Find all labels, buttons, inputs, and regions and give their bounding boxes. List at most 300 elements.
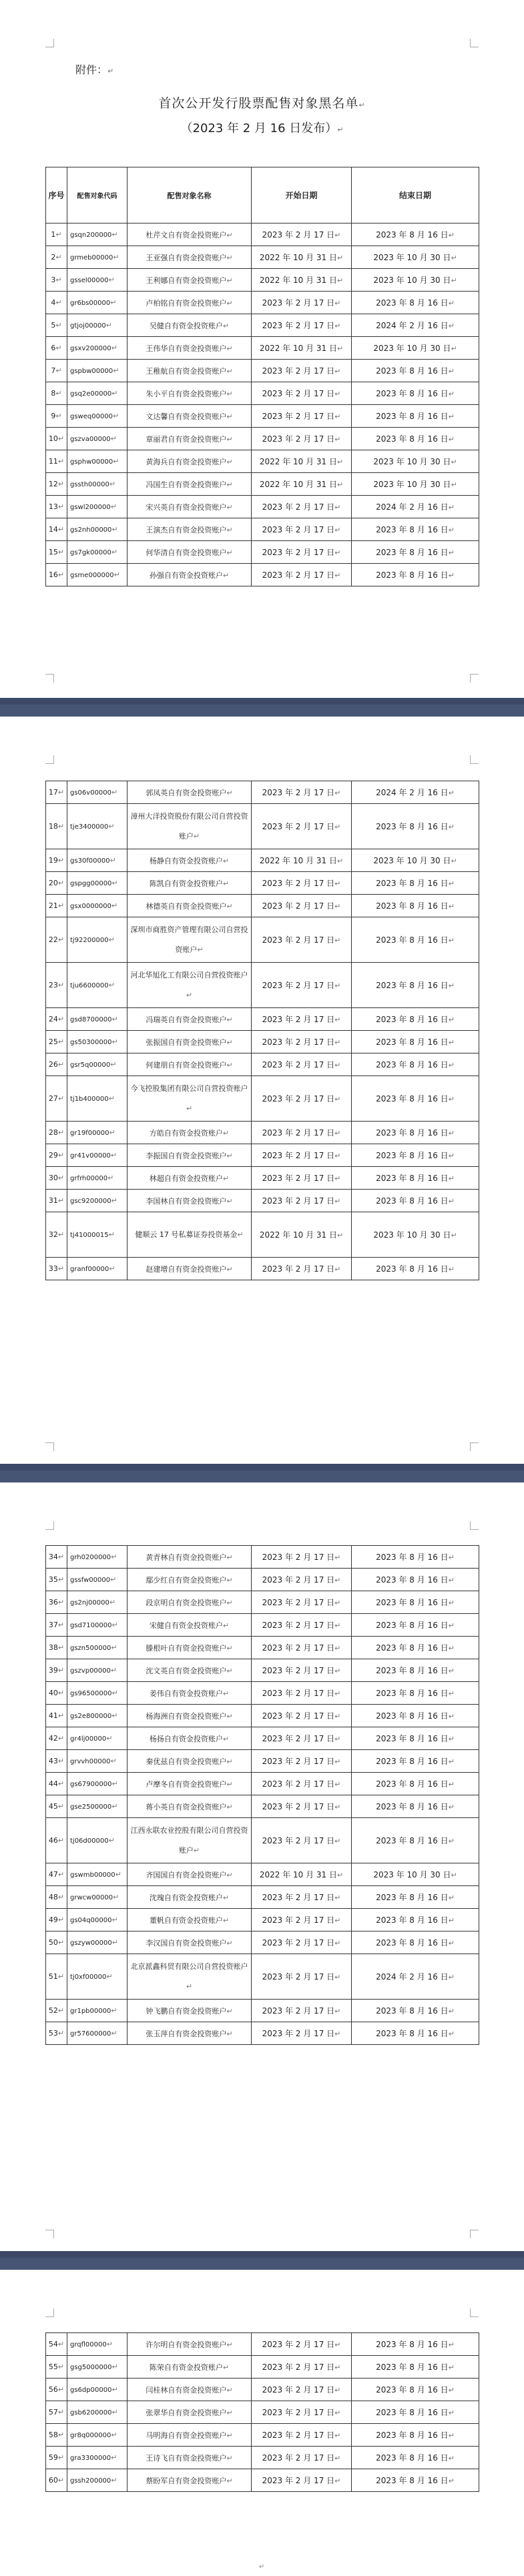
row-number: 5↵ [46,314,67,337]
row-end-date: 2023 年 8 月 16 日↵ [352,1144,479,1167]
row-code: gsx0000000↵ [67,895,127,917]
table-row [46,405,479,428]
document-title: 首次公开发行股票配售对象黑名单↵ [158,96,366,111]
row-code: gr8q000000↵ [67,2424,127,2447]
crop-mark [470,2308,479,2317]
page-mark: ↵ [259,2563,265,2571]
row-number: 59↵ [46,2447,67,2469]
row-number: 16↵ [46,564,67,586]
row-code: gspgg00000↵ [67,872,127,895]
row-end-date: 2023 年 8 月 16 日↵ [352,2022,479,2045]
row-end-date: 2023 年 8 月 16 日↵ [352,917,479,963]
row-start-date: 2023 年 2 月 17 日↵ [252,781,352,804]
row-name: 方皓自有资金投资账户↵ [127,1122,252,1144]
row-end-date: 2023 年 8 月 16 日↵ [352,1190,479,1212]
row-code: grwcw00000↵ [67,1886,127,1909]
row-number: 45↵ [46,1795,67,1818]
row-number: 52↵ [46,2000,67,2022]
row-number: 28↵ [46,1122,67,1144]
row-code: gsphw00000↵ [67,450,127,473]
blacklist-table [45,781,479,1280]
row-start-date: 2023 年 2 月 17 日↵ [252,872,352,895]
crop-mark [470,2230,479,2238]
table-row [46,849,479,872]
row-code: gsb6200000↵ [67,2401,127,2424]
table-row [46,314,479,337]
blacklist-table [45,1545,479,2045]
row-end-date: 2023 年 10 月 30 日↵ [352,246,479,269]
table-row [46,1637,479,1659]
row-name: 沈瑰自有资金投资账户↵ [127,1886,252,1909]
row-start-date: 2022 年 10 月 31 日↵ [252,269,352,292]
row-name: 林超自有资金投资账户↵ [127,1167,252,1190]
row-number: 35↵ [46,1569,67,1591]
row-end-date: 2023 年 8 月 16 日↵ [352,1659,479,1682]
row-code: gs2e800000↵ [67,1705,127,1727]
row-end-date: 2023 年 8 月 16 日↵ [352,1167,479,1190]
row-start-date: 2023 年 2 月 17 日↵ [252,1144,352,1167]
table-row [46,1773,479,1795]
row-number: 58↵ [46,2424,67,2447]
row-name: 冯国生自有资金投资账户↵ [127,473,252,496]
row-end-date: 2023 年 8 月 16 日↵ [352,1258,479,1280]
row-end-date: 2023 年 8 月 16 日↵ [352,1591,479,1614]
table-row [46,1818,479,1863]
row-end-date: 2023 年 8 月 16 日↵ [352,1727,479,1750]
row-name: 何建朋自有资金投资账户↵ [127,1053,252,1076]
row-number: 60↵ [46,2469,67,2492]
row-name: 王亚强自有资金投资账户↵ [127,246,252,269]
row-name: 鄢少红自有资金投资账户↵ [127,1569,252,1591]
row-start-date: 2022 年 10 月 31 日↵ [252,246,352,269]
row-number: 9↵ [46,405,67,428]
row-end-date: 2023 年 8 月 16 日↵ [352,1750,479,1773]
row-start-date: 2023 年 2 月 17 日↵ [252,1053,352,1076]
row-code: gra3300000↵ [67,2447,127,2469]
row-code: gsq2e00000↵ [67,382,127,405]
row-number: 14↵ [46,518,67,541]
row-name: 蔡盼军自有资金投资账户↵ [127,2469,252,2492]
table-row [46,872,479,895]
row-end-date: 2023 年 8 月 16 日↵ [352,895,479,917]
table-row [46,1546,479,1569]
row-end-date: 2024 年 2 月 16 日↵ [352,314,479,337]
header-start: 开始日期 [252,167,352,224]
row-end-date: 2023 年 8 月 16 日↵ [352,1008,479,1031]
row-code: gssh200000↵ [67,2469,127,2492]
header-no: 序号 [46,167,67,224]
row-end-date: 2023 年 8 月 16 日↵ [352,963,479,1008]
crop-mark [45,755,54,764]
header-code: 配售对象代码 [67,167,127,224]
row-end-date: 2023 年 8 月 16 日↵ [352,2379,479,2401]
row-number: 54↵ [46,2333,67,2356]
row-start-date: 2023 年 2 月 17 日↵ [252,1727,352,1750]
header-name: 配售对象名称 [127,167,252,224]
row-code: tje3400000↵ [67,804,127,849]
table-row [46,2000,479,2022]
row-code: tj41000015↵ [67,1212,127,1258]
row-start-date: 2023 年 2 月 17 日↵ [252,917,352,963]
row-name: 黄青林自有资金投资账户↵ [127,1546,252,1569]
row-start-date: 2023 年 2 月 17 日↵ [252,292,352,314]
row-end-date: 2023 年 8 月 16 日↵ [352,1569,479,1591]
row-end-date: 2023 年 8 月 16 日↵ [352,1546,479,1569]
table-row [46,246,479,269]
table-row [46,382,479,405]
page-separator [0,2251,524,2270]
row-code: gsxv200000↵ [67,337,127,360]
row-start-date: 2023 年 2 月 17 日↵ [252,1008,352,1031]
row-code: gszyw00000↵ [67,1931,127,1954]
table-row [46,804,479,849]
row-start-date: 2023 年 2 月 17 日↵ [252,2401,352,2424]
row-end-date: 2023 年 8 月 16 日↵ [352,804,479,849]
row-name: 深圳市商胜资产管理有限公司自营投资账户↵ [127,917,252,963]
crop-mark [470,39,479,47]
row-start-date: 2023 年 2 月 17 日↵ [252,1637,352,1659]
row-number: 7↵ [46,360,67,382]
row-code: tj06d00000↵ [67,1818,127,1863]
table-row [46,1008,479,1031]
row-start-date: 2023 年 2 月 17 日↵ [252,1122,352,1144]
row-end-date: 2024 年 2 月 16 日↵ [352,1954,479,2000]
row-number: 39↵ [46,1659,67,1682]
table-row [46,2447,479,2469]
row-start-date: 2023 年 2 月 17 日↵ [252,2469,352,2492]
table-row [46,1591,479,1614]
document-subtitle: （2023 年 2 月 16 日发布）↵ [180,121,344,135]
row-number: 21↵ [46,895,67,917]
page-3 [0,1482,524,2251]
page-4 [0,2270,524,2576]
table-row [46,2356,479,2379]
row-number: 56↵ [46,2379,67,2401]
row-start-date: 2023 年 2 月 17 日↵ [252,1546,352,1569]
row-name: 蒋小英自有资金投资账户↵ [127,1795,252,1818]
row-name: 吴健自有资金投资账户↵ [127,314,252,337]
row-end-date: 2023 年 8 月 16 日↵ [352,428,479,450]
row-number: 22↵ [46,917,67,963]
row-name: 钟飞鹏自有资金投资账户↵ [127,2000,252,2022]
row-name: 王演杰自有资金投资账户↵ [127,518,252,541]
row-number: 46↵ [46,1818,67,1863]
row-name: 董帆自有资金投资账户↵ [127,1909,252,1931]
row-start-date: 2022 年 10 月 31 日↵ [252,473,352,496]
row-name: 陈荣自有资金投资账户↵ [127,2356,252,2379]
row-code: gssfw00000↵ [67,1569,127,1591]
row-number: 43↵ [46,1750,67,1773]
row-name: 齐国国自有资金投资账户↵ [127,1863,252,1886]
row-code: gr6bs00000↵ [67,292,127,314]
row-name: 李国林自有资金投资账户↵ [127,1190,252,1212]
row-start-date: 2023 年 2 月 17 日↵ [252,518,352,541]
table-row [46,1053,479,1076]
table-row [46,473,479,496]
row-start-date: 2022 年 10 月 31 日↵ [252,450,352,473]
row-number: 47↵ [46,1863,67,1886]
row-end-date: 2023 年 8 月 16 日↵ [352,224,479,246]
row-end-date: 2023 年 8 月 16 日↵ [352,872,479,895]
row-number: 50↵ [46,1931,67,1954]
row-end-date: 2024 年 2 月 16 日↵ [352,496,479,518]
table-row [46,1144,479,1167]
table-row [46,450,479,473]
row-name: 江西永联农业控股有限公司自营投资账户↵ [127,1818,252,1863]
crop-mark [45,674,54,683]
row-code: tj0xf00000↵ [67,1954,127,2000]
table-row [46,1750,479,1773]
row-start-date: 2023 年 2 月 17 日↵ [252,1682,352,1705]
row-number: 8↵ [46,382,67,405]
row-name: 陈凯自有资金投资账户↵ [127,872,252,895]
row-name: 段京明自有资金投资账户↵ [127,1591,252,1614]
row-code: gspbw00000↵ [67,360,127,382]
row-code: gswl200000↵ [67,496,127,518]
page-1 [0,0,524,698]
table-row [46,1031,479,1053]
row-name: 王伟华自有资金投资账户↵ [127,337,252,360]
row-start-date: 2023 年 2 月 17 日↵ [252,2000,352,2022]
table-row [46,2333,479,2356]
row-end-date: 2024 年 2 月 16 日↵ [352,781,479,804]
row-code: gr41v00000↵ [67,1144,127,1167]
table-row [46,541,479,564]
row-end-date: 2023 年 8 月 16 日↵ [352,1682,479,1705]
row-name: 张振国自有资金投资账户↵ [127,1031,252,1053]
row-end-date: 2023 年 8 月 16 日↵ [352,564,479,586]
row-number: 2↵ [46,246,67,269]
row-end-date: 2023 年 8 月 16 日↵ [352,1795,479,1818]
row-number: 32↵ [46,1212,67,1258]
table-row [46,269,479,292]
table-row [46,2379,479,2401]
table-row [46,1705,479,1727]
row-name: 林德英自有资金投资账户↵ [127,895,252,917]
row-start-date: 2023 年 2 月 17 日↵ [252,1076,352,1122]
row-name: 健顺云 17 号私募证券投资基金↵ [127,1212,252,1258]
row-number: 33↵ [46,1258,67,1280]
crop-mark [45,39,54,47]
row-number: 17↵ [46,781,67,804]
row-name: 李汉国自有资金投资账户↵ [127,1931,252,1954]
row-start-date: 2023 年 2 月 17 日↵ [252,1190,352,1212]
row-start-date: 2023 年 2 月 17 日↵ [252,1818,352,1863]
row-number: 1↵ [46,224,67,246]
row-code: grqfl00000↵ [67,2333,127,2356]
row-start-date: 2023 年 2 月 17 日↵ [252,1167,352,1190]
row-start-date: 2023 年 2 月 17 日↵ [252,496,352,518]
row-end-date: 2023 年 10 月 30 日↵ [352,1863,479,1886]
row-number: 12↵ [46,473,67,496]
row-number: 18↵ [46,804,67,849]
table-row [46,337,479,360]
row-number: 55↵ [46,2356,67,2379]
table-row [46,781,479,804]
row-name: 朱小平自有资金投资账户↵ [127,382,252,405]
row-name: 宋兴英自有资金投资账户↵ [127,496,252,518]
row-number: 37↵ [46,1614,67,1637]
row-name: 文达馨自有资金投资账户↵ [127,405,252,428]
table-row [46,963,479,1008]
row-name: 冯瑞英自有资金投资账户↵ [127,1008,252,1031]
row-start-date: 2023 年 2 月 17 日↵ [252,804,352,849]
table-row [46,1258,479,1280]
row-end-date: 2023 年 8 月 16 日↵ [352,1614,479,1637]
row-start-date: 2023 年 2 月 17 日↵ [252,1705,352,1727]
row-name: 王稚航自有资金投资账户↵ [127,360,252,382]
row-name: 马明海自有资金投资账户↵ [127,2424,252,2447]
row-number: 36↵ [46,1591,67,1614]
row-number: 6↵ [46,337,67,360]
row-number: 19↵ [46,849,67,872]
row-code: grfrh00000↵ [67,1167,127,1190]
row-start-date: 2023 年 2 月 17 日↵ [252,1750,352,1773]
row-end-date: 2023 年 10 月 30 日↵ [352,1212,479,1258]
row-name: 今飞控股集团有限公司自营投资账户↵ [127,1076,252,1122]
row-start-date: 2023 年 2 月 17 日↵ [252,1773,352,1795]
row-code: gs6dp00000↵ [67,2379,127,2401]
row-name: 滕根叶自有资金投资账户↵ [127,1637,252,1659]
blacklist-table [45,167,479,586]
row-code: gszn500000↵ [67,1637,127,1659]
row-number: 13↵ [46,496,67,518]
table-row [46,1122,479,1144]
row-end-date: 2023 年 10 月 30 日↵ [352,849,479,872]
row-code: gsweq00000↵ [67,405,127,428]
table-row [46,518,479,541]
row-end-date: 2023 年 10 月 30 日↵ [352,450,479,473]
row-name: 张玉萍自有资金投资账户↵ [127,2022,252,2045]
row-number: 44↵ [46,1773,67,1795]
row-number: 23↵ [46,963,67,1008]
row-end-date: 2023 年 8 月 16 日↵ [352,382,479,405]
row-code: tju6600000↵ [67,963,127,1008]
row-end-date: 2023 年 8 月 16 日↵ [352,1031,479,1053]
row-end-date: 2023 年 10 月 30 日↵ [352,337,479,360]
table-row [46,1954,479,2000]
table-row [46,1682,479,1705]
table-row [46,1886,479,1909]
row-code: gse2500000↵ [67,1795,127,1818]
table-row [46,428,479,450]
row-start-date: 2023 年 2 月 17 日↵ [252,1931,352,1954]
row-end-date: 2023 年 10 月 30 日↵ [352,473,479,496]
row-start-date: 2023 年 2 月 17 日↵ [252,1569,352,1591]
crop-mark [470,1442,479,1451]
row-name: 王诗飞自有资金投资账户↵ [127,2447,252,2469]
row-code: gr4lj00000↵ [67,1727,127,1750]
row-number: 30↵ [46,1167,67,1190]
row-start-date: 2023 年 2 月 17 日↵ [252,224,352,246]
row-end-date: 2023 年 8 月 16 日↵ [352,1773,479,1795]
row-code: gsd8700000↵ [67,1008,127,1031]
row-number: 53↵ [46,2022,67,2045]
row-name: 李振国自有资金投资账户↵ [127,1144,252,1167]
row-code: gtjoj00000↵ [67,314,127,337]
row-start-date: 2023 年 2 月 17 日↵ [252,314,352,337]
row-end-date: 2023 年 8 月 16 日↵ [352,1705,479,1727]
row-end-date: 2023 年 8 月 16 日↵ [352,1122,479,1144]
row-name: 章丽君自有资金投资账户↵ [127,428,252,450]
table-row [46,1863,479,1886]
row-start-date: 2023 年 2 月 17 日↵ [252,2356,352,2379]
crop-mark [470,755,479,764]
row-start-date: 2022 年 10 月 31 日↵ [252,1863,352,1886]
row-start-date: 2023 年 2 月 17 日↵ [252,541,352,564]
row-number: 48↵ [46,1886,67,1909]
row-code: gs96500000↵ [67,1682,127,1705]
row-name: 杜芹文自有资金投资账户↵ [127,224,252,246]
row-start-date: 2023 年 2 月 17 日↵ [252,2379,352,2401]
row-number: 15↵ [46,541,67,564]
row-number: 51↵ [46,1954,67,2000]
row-number: 38↵ [46,1637,67,1659]
row-name: 沈文英自有资金投资账户↵ [127,1659,252,1682]
row-start-date: 2023 年 2 月 17 日↵ [252,1886,352,1909]
table-row [46,1931,479,1954]
row-code: gs2nh00000↵ [67,518,127,541]
row-name: 河北华旭化工有限公司自营投资账户↵ [127,963,252,1008]
row-name: 许尔明自有资金投资账户↵ [127,2333,252,2356]
row-start-date: 2023 年 2 月 17 日↵ [252,360,352,382]
crop-mark [470,674,479,683]
row-start-date: 2023 年 2 月 17 日↵ [252,1591,352,1614]
row-end-date: 2023 年 8 月 16 日↵ [352,1909,479,1931]
row-code: gs7gk00000↵ [67,541,127,564]
row-end-date: 2023 年 8 月 16 日↵ [352,292,479,314]
row-name: 姜伟自有资金投资账户↵ [127,1682,252,1705]
row-start-date: 2023 年 2 月 17 日↵ [252,405,352,428]
table-row [46,895,479,917]
row-name: 王利娜自有资金投资账户↵ [127,269,252,292]
row-number: 29↵ [46,1144,67,1167]
row-end-date: 2023 年 8 月 16 日↵ [352,2401,479,2424]
row-code: grmeb00000↵ [67,246,127,269]
row-end-date: 2023 年 8 月 16 日↵ [352,1931,479,1954]
row-code: gszvp00000↵ [67,1659,127,1682]
row-code: gsd7100000↵ [67,1614,127,1637]
row-start-date: 2022 年 10 月 31 日↵ [252,849,352,872]
row-start-date: 2023 年 2 月 17 日↵ [252,1258,352,1280]
row-start-date: 2023 年 2 月 17 日↵ [252,1909,352,1931]
row-number: 11↵ [46,450,67,473]
row-code: gsme000000↵ [67,564,127,586]
row-end-date: 2023 年 8 月 16 日↵ [352,518,479,541]
table-row [46,292,479,314]
row-name: 卢摩冬自有资金投资账户↵ [127,1773,252,1795]
row-number: 27↵ [46,1076,67,1122]
row-code: gs30f00000↵ [67,849,127,872]
row-code: gr1pb00000↵ [67,2000,127,2022]
row-end-date: 2023 年 8 月 16 日↵ [352,1637,479,1659]
row-start-date: 2022 年 10 月 31 日↵ [252,1212,352,1258]
row-name: 杨静自有资金投资账户↵ [127,849,252,872]
row-number: 40↵ [46,1682,67,1705]
table-row [46,224,479,246]
row-start-date: 2023 年 2 月 17 日↵ [252,2424,352,2447]
row-number: 25↵ [46,1031,67,1053]
row-start-date: 2023 年 2 月 17 日↵ [252,895,352,917]
table-row [46,1795,479,1818]
row-name: 何华清自有资金投资账户↵ [127,541,252,564]
row-name: 宋健自有资金投资账户↵ [127,1614,252,1637]
row-code: gsqn200000↵ [67,224,127,246]
row-name: 黄海兵自有资金投资账户↵ [127,450,252,473]
table-row [46,360,479,382]
row-number: 24↵ [46,1008,67,1031]
row-start-date: 2023 年 2 月 17 日↵ [252,564,352,586]
